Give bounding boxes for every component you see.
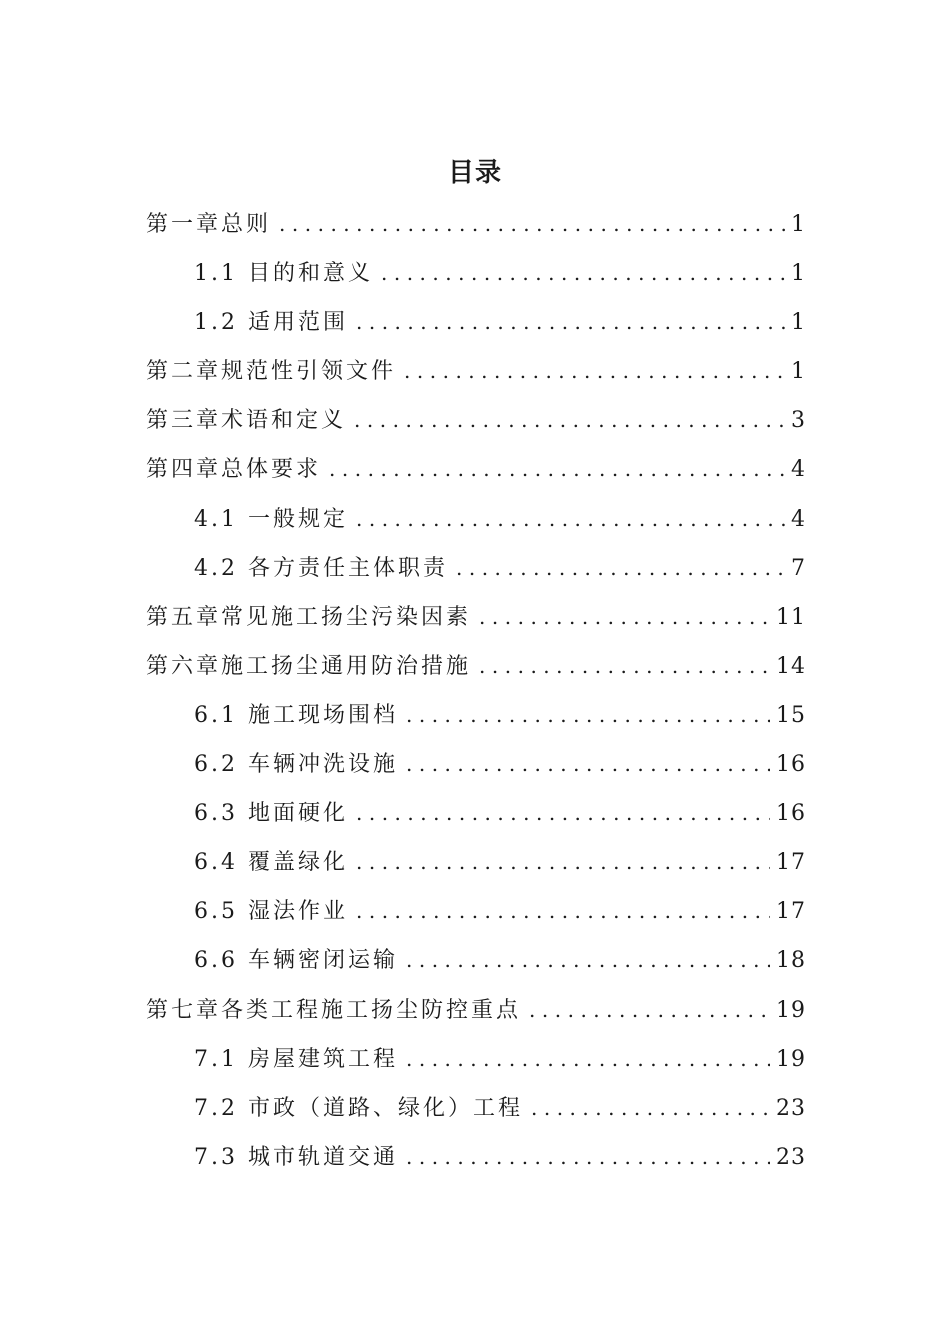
toc-leader-dots (406, 936, 770, 985)
toc-entry-label: 第六章施工扬尘通用防治措施 (146, 653, 472, 679)
toc-leader-dots (356, 838, 770, 887)
toc-entry[interactable] (146, 396, 806, 445)
toc-entry-page: 19 (776, 997, 806, 1023)
toc-entry-label: 7.3 城市轨道交通 (194, 1144, 398, 1170)
toc-entry[interactable] (146, 347, 806, 396)
toc-entry[interactable] (146, 1084, 806, 1133)
toc-entry-page: 17 (776, 899, 806, 925)
toc-entry[interactable] (146, 593, 806, 642)
toc-entry[interactable] (146, 495, 806, 544)
toc-entry-label: 第一章总则 (146, 212, 272, 237)
toc-leader-dots (531, 1084, 770, 1133)
toc-entry-label: 7.2 市政（道路、绿化）工程 (194, 1095, 523, 1121)
toc-entry-label: 第二章规范性引领文件 (146, 359, 397, 385)
toc-entry[interactable] (146, 740, 806, 789)
toc-leader-dots (356, 887, 770, 936)
toc-entry-page: 15 (776, 702, 806, 728)
toc-entry-page: 16 (776, 801, 806, 827)
toc-entry-page: 14 (776, 653, 806, 679)
toc-entry[interactable] (146, 986, 806, 1035)
toc-leader-dots (479, 593, 770, 642)
toc-entry[interactable] (146, 691, 806, 740)
toc-entry-page: 16 (776, 752, 806, 778)
toc-leader-dots (381, 249, 785, 298)
toc-entry-label: 7.1 房屋建筑工程 (194, 1046, 398, 1072)
toc-entry-label: 6.6 车辆密闭运输 (194, 948, 398, 974)
toc-leader-dots (356, 298, 785, 347)
toc-entry[interactable] (146, 1035, 806, 1084)
toc-leader-dots (406, 740, 770, 789)
toc-entry-page: 3 (791, 408, 806, 434)
toc-leader-dots (529, 986, 770, 1035)
toc-leader-dots (406, 691, 770, 740)
toc-entry-page: 19 (776, 1046, 806, 1072)
toc-entry[interactable] (146, 249, 806, 298)
toc-entry-label: 6.4 覆盖绿化 (194, 850, 348, 876)
toc-leader-dots (479, 642, 770, 691)
toc-leader-dots (356, 495, 785, 544)
toc-entry-page: 23 (776, 1144, 806, 1170)
toc-entry-page: 18 (776, 948, 806, 974)
toc-entry-label: 6.5 湿法作业 (194, 899, 348, 925)
toc-entry-page: 1 (791, 359, 806, 385)
toc-leader-dots (406, 1133, 770, 1182)
toc-entry-page: 11 (776, 604, 806, 630)
toc-entry-label: 1.2 适用范围 (194, 310, 348, 336)
toc-leader-dots (279, 200, 785, 249)
toc-entry-page: 1 (791, 310, 806, 336)
toc-entry-label: 第三章术语和定义 (146, 408, 347, 434)
toc-entry-page: 7 (791, 555, 806, 581)
toc-entry-label: 第四章总体要求 (146, 457, 322, 483)
toc-entry-page: 4 (791, 506, 806, 532)
toc-entry-page: 17 (776, 850, 806, 876)
toc-leader-dots (356, 789, 770, 838)
toc-entry[interactable] (146, 1133, 806, 1182)
toc-entry-label: 第七章各类工程施工扬尘防控重点 (146, 997, 522, 1023)
toc-entry-label: 6.2 车辆冲洗设施 (194, 752, 398, 778)
toc-entry[interactable] (146, 789, 806, 838)
toc-entry-label: 1.1 目的和意义 (194, 261, 373, 287)
toc-entry-label: 第五章常见施工扬尘污染因素 (146, 604, 472, 630)
toc-entry[interactable] (146, 887, 806, 936)
toc-entry-label: 6.3 地面硬化 (194, 801, 348, 827)
toc-leader-dots (354, 396, 785, 445)
toc-entry[interactable] (146, 838, 806, 887)
toc-entry-page: 23 (776, 1095, 806, 1121)
toc-entry-page: 1 (791, 212, 806, 237)
toc-entry[interactable] (146, 200, 806, 249)
toc-leader-dots (406, 1035, 770, 1084)
toc-entry-label: 4.1 一般规定 (194, 506, 348, 532)
toc-entry-page: 1 (791, 261, 806, 287)
toc-leader-dots (456, 544, 785, 593)
toc-entry[interactable] (146, 445, 806, 494)
toc-entry[interactable] (146, 936, 806, 985)
toc-title: 目录 (447, 158, 502, 188)
toc-leader-dots (404, 347, 785, 396)
toc-entry-page: 4 (791, 457, 806, 483)
toc-leader-dots (329, 445, 785, 494)
toc-entry[interactable] (146, 544, 806, 593)
toc-list (146, 200, 806, 1182)
toc-entry-label: 6.1 施工现场围档 (194, 702, 398, 728)
toc-entry[interactable] (146, 642, 806, 691)
toc-entry[interactable] (146, 298, 806, 347)
toc-entry-label: 4.2 各方责任主体职责 (194, 555, 448, 581)
